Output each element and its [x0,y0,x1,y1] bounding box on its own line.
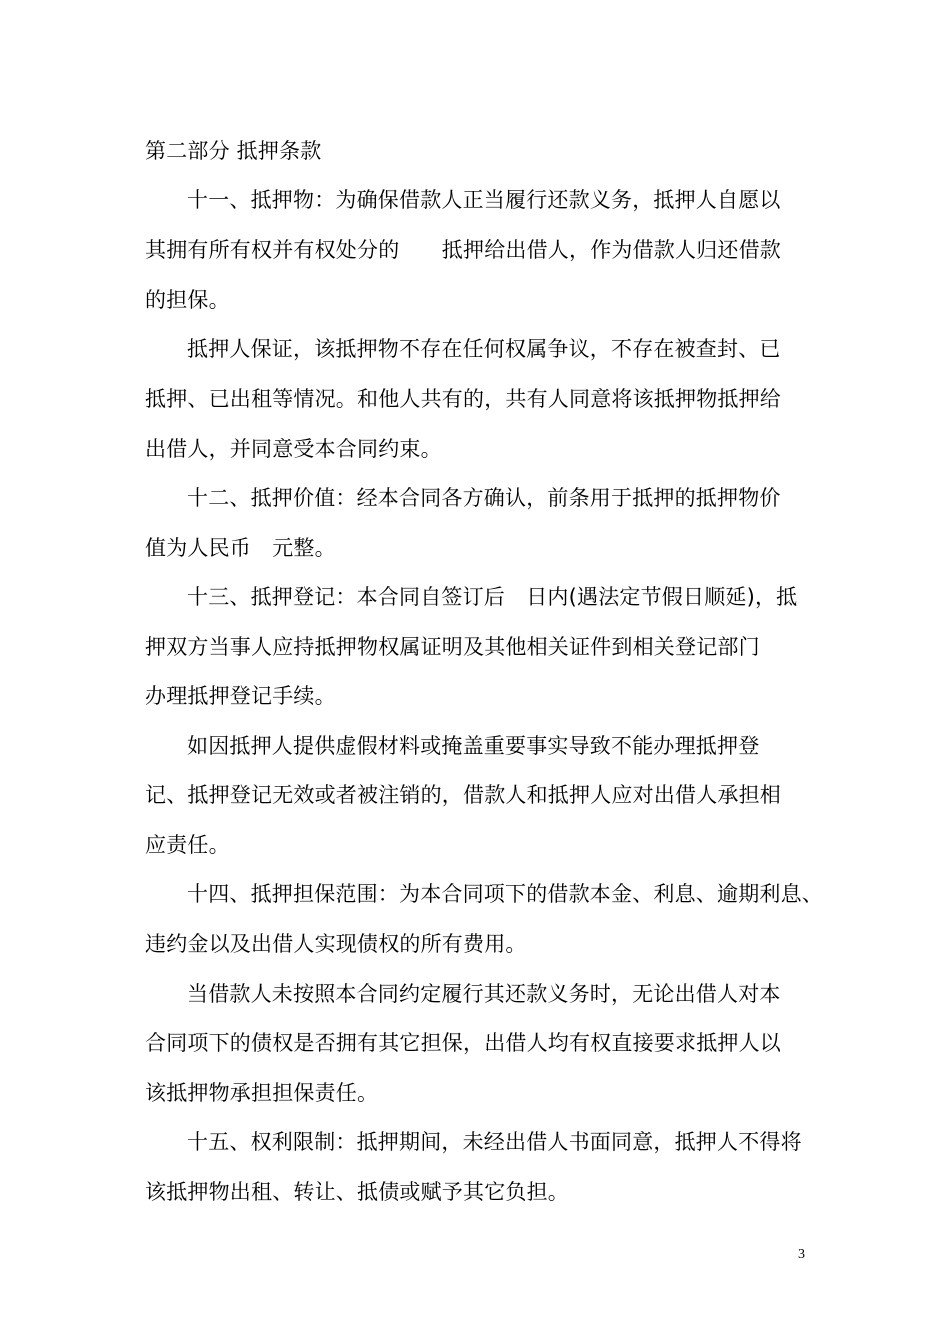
page-number: 3 [798,1247,805,1262]
text-line: 押双方当事人应持抵押物权属证明及其他相关证件到相关登记部门 [145,635,760,659]
text-line: 值为人民币 元整。 [145,536,336,560]
text-line: 办理抵押登记手续。 [145,684,336,708]
text-line: 其拥有所有权并有权处分的 抵押给出借人，作为借款人归还借款 [145,238,781,262]
text-line: 当借款人未按照本合同约定履行其还款义务时，无论出借人对本 [187,982,781,1006]
text-line: 十三、抵押登记：本合同自签订后 日内(遇法定节假日顺延)，抵 [187,585,798,609]
text-line: 违约金以及出借人实现债权的所有费用。 [145,932,527,956]
text-line: 记、抵押登记无效或者被注销的，借款人和抵押人应对出借人承担相 [145,783,781,807]
text-line: 抵押、已出租等情况。和他人共有的，共有人同意将该抵押物抵押给 [145,387,781,411]
text-line: 十一、抵押物：为确保借款人正当履行还款义务，抵押人自愿以 [187,188,781,212]
text-line: 十四、抵押担保范围：为本合同项下的借款本金、利息、逾期利息、 [187,882,823,906]
text-line: 的担保。 [145,288,230,312]
text-line: 合同项下的债权是否拥有其它担保，出借人均有权直接要求抵押人以 [145,1031,781,1055]
text-line: 出借人，并同意受本合同约束。 [145,437,442,461]
text-line: 该抵押物承担担保责任。 [145,1081,379,1105]
text-line: 该抵押物出租、转让、抵债或赋予其它负担。 [145,1180,569,1204]
text-line: 如因抵押人提供虚假材料或掩盖重要事实导致不能办理抵押登 [187,734,760,758]
text-line: 抵押人保证，该抵押物不存在任何权属争议，不存在被查封、已 [187,337,781,361]
section-heading: 第二部分 抵押条款 [145,139,322,163]
text-line: 应责任。 [145,833,230,857]
text-line: 十五、权利限制：抵押期间，未经出借人书面同意，抵押人不得将 [187,1130,802,1154]
text-line: 十二、抵押价值：经本合同各方确认，前条用于抵押的抵押物价 [187,486,781,510]
